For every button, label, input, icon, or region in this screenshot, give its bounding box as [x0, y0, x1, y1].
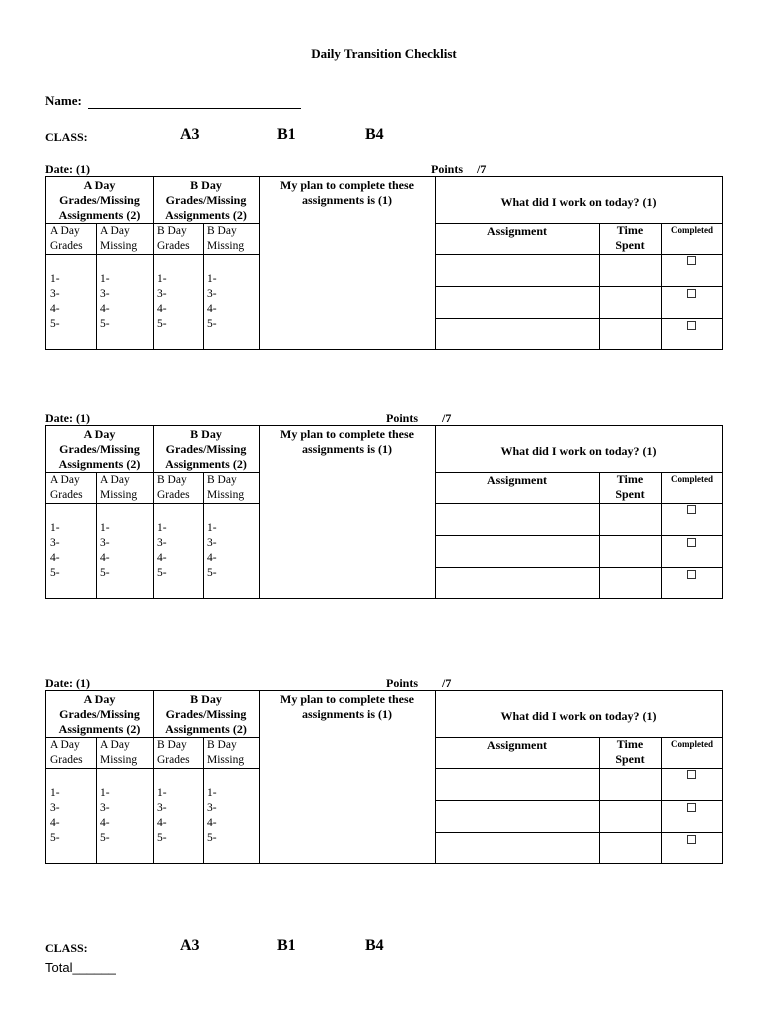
a-grades-list: 1- 3- 4- 5- [50, 273, 60, 330]
completed-checkbox[interactable] [687, 770, 696, 779]
completed-checkbox[interactable] [687, 538, 696, 547]
name-label: Name: [45, 93, 82, 108]
a-day-missing-label: A Day Missing [100, 474, 138, 501]
b-day-missing-label: B Day Missing [207, 225, 245, 252]
a-missing-list: 1- 3- 4- 5- [100, 522, 110, 579]
b-day-grades-label: B Day Grades [157, 225, 190, 252]
plan-header: My plan to complete these assignments is (1) [280, 178, 414, 207]
assignment-header: Assignment [486, 224, 547, 238]
class-option-a3: A3 [180, 126, 200, 143]
class-option-a3: A3 [180, 937, 200, 954]
class-label: CLASS: [45, 130, 88, 144]
completed-checkbox[interactable] [687, 835, 696, 844]
completed-checkbox[interactable] [687, 256, 696, 265]
points-field: Points /7 [431, 162, 487, 176]
class-row-top [45, 126, 384, 145]
completed-checkbox[interactable] [687, 505, 696, 514]
worked-on-header: What did I work on today? (1) [500, 709, 657, 723]
b-day-missing-label: B Day Missing [207, 739, 245, 766]
worked-on-header: What did I work on today? (1) [500, 195, 657, 209]
date-label: Date: (1) [45, 411, 90, 425]
completed-header: Completed [671, 474, 713, 484]
b-day-grades-label: B Day Grades [157, 739, 190, 766]
assignment-header: Assignment [486, 738, 547, 752]
class-option-b4: B4 [365, 937, 384, 954]
completed-checkbox[interactable] [687, 570, 696, 579]
assignment-header: Assignment [486, 473, 547, 487]
name-field [45, 93, 301, 109]
date-label: Date: (1) [45, 676, 90, 690]
checklist-table [45, 425, 723, 599]
class-option-b1: B1 [277, 937, 296, 954]
name-blank-line[interactable] [88, 94, 301, 109]
a-grades-list: 1- 3- 4- 5- [50, 522, 60, 579]
plan-header: My plan to complete these assignments is (1) [280, 427, 414, 456]
class-label: CLASS: [45, 941, 88, 955]
a-day-header: A Day Grades/Missing Assignments (2) [58, 427, 141, 471]
completed-checkbox[interactable] [687, 321, 696, 330]
b-missing-list: 1- 3- 4- 5- [207, 522, 217, 579]
page-title: Daily Transition Checklist [311, 46, 457, 61]
date-label: Date: (1) [45, 162, 90, 176]
completed-checkbox[interactable] [687, 803, 696, 812]
class-option-b4: B4 [365, 126, 384, 143]
b-grades-list: 1- 3- 4- 5- [157, 522, 167, 579]
checklist-table [45, 176, 723, 350]
completed-header: Completed [671, 225, 713, 235]
b-day-missing-label: B Day Missing [207, 474, 245, 501]
a-day-header: A Day Grades/Missing Assignments (2) [58, 692, 141, 736]
class-row-bottom [45, 937, 384, 956]
total-field [45, 960, 116, 975]
b-day-header: B Day Grades/Missing Assignments (2) [165, 427, 247, 471]
b-day-grades-label: B Day Grades [157, 474, 190, 501]
points-field: Points /7 [386, 411, 452, 425]
time-spent-header: Time Spent [615, 223, 645, 252]
completed-checkbox[interactable] [687, 289, 696, 298]
b-day-header: B Day Grades/Missing Assignments (2) [165, 692, 247, 736]
b-grades-list: 1- 3- 4- 5- [157, 273, 167, 330]
a-day-missing-label: A Day Missing [100, 225, 138, 252]
plan-header: My plan to complete these assignments is (1) [280, 692, 414, 721]
a-missing-list: 1- 3- 4- 5- [100, 787, 110, 844]
checklist-table [45, 690, 723, 864]
worked-on-header: What did I work on today? (1) [500, 444, 657, 458]
a-day-grades-label: A Day Grades [50, 739, 83, 766]
time-spent-header: Time Spent [615, 472, 645, 501]
b-grades-list: 1- 3- 4- 5- [157, 787, 167, 844]
a-missing-list: 1- 3- 4- 5- [100, 273, 110, 330]
completed-header: Completed [671, 739, 713, 749]
a-day-grades-label: A Day Grades [50, 225, 83, 252]
class-option-b1: B1 [277, 126, 296, 143]
b-missing-list: 1- 3- 4- 5- [207, 787, 217, 844]
a-day-header: A Day Grades/Missing Assignments (2) [58, 178, 141, 222]
b-day-header: B Day Grades/Missing Assignments (2) [165, 178, 247, 222]
points-field: Points /7 [386, 676, 452, 690]
total-label: Total______ [45, 960, 116, 975]
a-grades-list: 1- 3- 4- 5- [50, 787, 60, 844]
b-missing-list: 1- 3- 4- 5- [207, 273, 217, 330]
a-day-grades-label: A Day Grades [50, 474, 83, 501]
a-day-missing-label: A Day Missing [100, 739, 138, 766]
time-spent-header: Time Spent [615, 737, 645, 766]
